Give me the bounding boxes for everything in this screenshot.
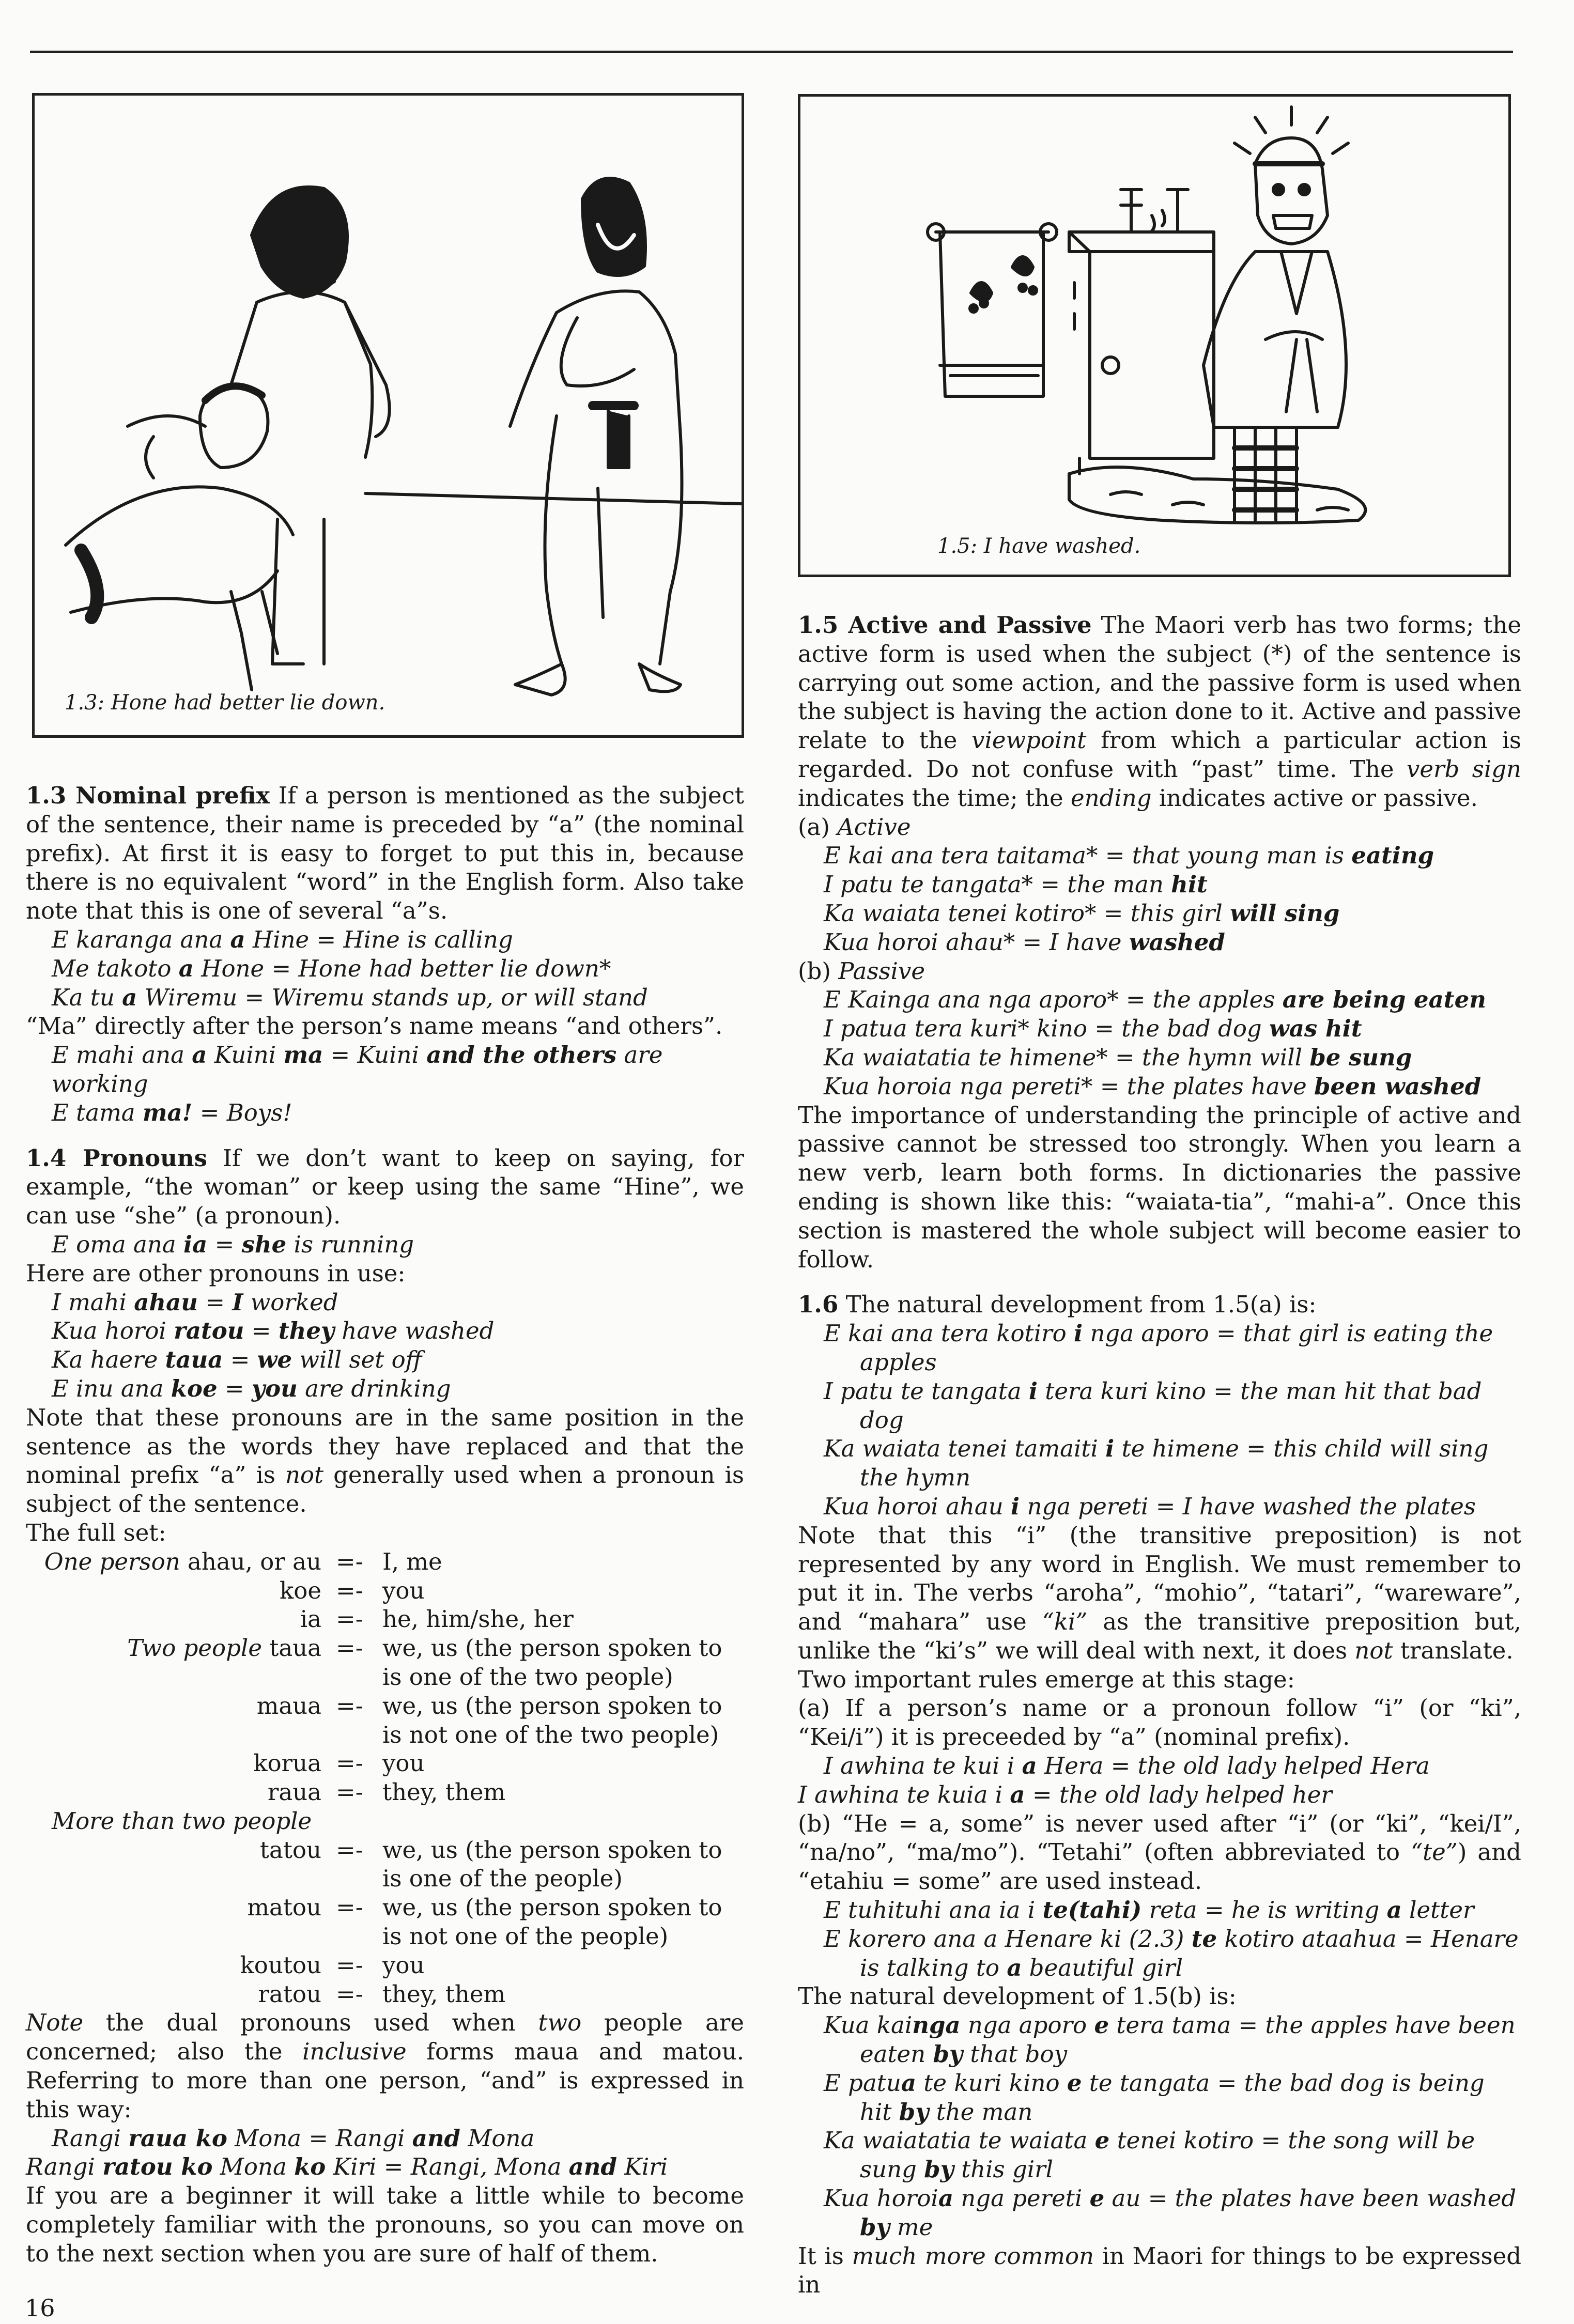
figure-1-3-caption: 1.3: Hone had better lie down. [65,691,385,715]
example-line: I mahi ahau = I worked [52,1288,338,1316]
example-line: I awhina te kui i a Hera = the old lady helped Hera [824,1752,1430,1780]
example-line: E patua te kuri kino e te tangata = the bad dog is being hit by the man [824,2069,1485,2126]
example-line: I patu te tangata i tera kuri kino = the man hit that bad dog [824,1377,1482,1434]
pronoun-table: One person ahau, or au =- I, me koe =- you ia =- he, him/she, her Two people taua =- we, us (the person spoken to is one of the two people) maua =- we, us (the person spoken to is not one of the two people) korua =- you raua =- they, them More than two people tatou =- we, us (the person spoken to is one of the people) matou =- we, us (the person spoken to is not one of the people) koutou =- you ratou =- they, them [26,1547,744,2009]
example-line: I awhina te kuia i a = the old lady helped her [798,1780,1332,1808]
figure-1-3 [32,93,744,738]
example-line: E karanga ana a Hine = Hine is calling [52,925,513,953]
example-line: E korero ana a Henare ki (2.3) te kotiro ataahua = Henare is talking to a beautiful girl [824,1925,1519,1981]
active-label: (a) Active [798,813,911,841]
passive-development-intro: The natural development of 1.5(b) is: [798,1982,1237,2010]
transitive-note: Note that this “i” (the transitive preposition) is not represented by any word in English. We must remember to put it in. The verbs “aroha”, “mohio”, “tatari”, “wareware”, and “mahara” use “ki” as the transitive preposition but, unlike the “ki’s” we will deal with next, it does not translate. [798,1521,1521,1664]
example-line: Ka haere taua = we will set off [52,1346,422,1374]
left-body-text [26,781,744,2268]
rules-intro: Two important rules emerge at this stage: [798,1665,1295,1693]
section-1-4-heading: 1.4 Pronouns [26,1144,207,1172]
example-line: Kua kainga nga aporo e tera tama = the apples have been eaten by that boy [824,2011,1516,2068]
section-1-5: 1.5 Active and Passive The Maori verb has two forms; the active form is used when the subject (*) of the sentence is carrying out some action, and the passive form is used when the subject is having the action done to it. Active and passive relate to the viewpoint from which a particular action is regarded. Do not confuse with “past” time. The verb sign indicates the time; the ending indicates active or passive. [798,611,1521,812]
example-line: E tuhituhi ana ia i te(tahi) reta = he is writing a letter [824,1896,1474,1924]
full-set-label: The full set: [26,1519,166,1546]
rule-a: (a) If a person’s name or a pronoun follow “i” (or “ki”, “Kei/i”) it is preceeded by “a” (nominal prefix). [798,1694,1521,1751]
beginner-note: If you are a beginner it will take a little while to become completely familiar with the pronouns, so you can move on to the next section when you are sure of half of them. [26,2182,744,2267]
example-line: Rangi ratou ko Mona ko Kiri = Rangi, Mona and Kiri [26,2153,668,2181]
section-1-4-text: Here are other pronouns in use: [26,1259,406,1287]
example-line: Kua horoi ratou = they have washed [52,1317,495,1345]
example-line: E Kainga ana nga aporo* = the apples are being eaten [824,986,1486,1014]
example-line: E inu ana koe = you are drinking [52,1374,451,1402]
example-line: Ka tu a Wiremu = Wiremu stands up, or will stand [52,983,648,1011]
figure-1-5 [798,94,1511,577]
right-body-text [798,611,1521,2299]
example-line: Kua horoi ahau* = I have washed [824,928,1225,956]
passive-label: (b) Passive [798,957,925,985]
example-line: Ka waiatatia te himene* = the hymn will be sung [824,1043,1412,1071]
section-1-3-heading: 1.3 Nominal prefix [26,782,270,809]
section-1-3-text: If a person is mentioned as the subject of the sentence, their name is preceded by “a” (the nominal prefix). At first it is easy to forget to put this in, because there is no equivalent “word” in the English form. Also take note that this is one of several “a”s. [26,782,744,925]
section-1-5-importance: The importance of understanding the principle of active and passive cannot be stressed too strongly. When you learn a new verb, learn both forms. In dictionaries the passive ending is shown like this: “waiata-tia”, “mahi-a”. Once this section is mastered the whole subject will become easier to follow. [798,1101,1521,1273]
example-line: Rangi raua ko Mona = Rangi and Mona [52,2124,535,2152]
top-rule [30,51,1513,53]
section-1-6-heading: 1.6 [798,1291,839,1319]
example-line: E kai ana tera kotiro i nga aporo = that girl is eating the apples [824,1320,1493,1376]
page-number: 16 [25,2294,55,2322]
washing-illustration [800,97,1508,575]
figure-1-5-caption: 1.5: I have washed. [937,534,1141,559]
dual-pronoun-note: Note the dual pronouns used when two people are concerned; also the inclusive forms maua and matou. Referring to more than one person, “and” is expressed in this way: [26,2009,745,2123]
pronoun-cell: One person ahau, or au [44,1547,321,1575]
section-1-4-note: Note that these pronouns are in the same position in the sentence as the words they have replaced and that the nominal prefix “a” is not generally used when a pronoun is subject of the sentence. [26,1403,744,1518]
rule-b: (b) “He = a, some” is never used after “i” (or “ki”, “kei/I”, “na/no”, “ma/mo”). “Tetahi” (often abbreviated to “te”) and “etahiu = some” are used instead. [798,1809,1521,1895]
section-1-6: 1.6 The natural development from 1.5(a) is: [798,1291,1317,1319]
example-line: Me takoto a Hone = Hone had better lie down* [52,954,611,982]
example-line: E oma ana ia = she is running [52,1230,414,1258]
judo-throw-illustration [35,96,742,735]
example-line: Ka waiata tenei tamaiti i te himene = this child will sing the hymn [824,1435,1489,1492]
example-line: Ka waiata tenei kotiro* = this girl will sing [824,899,1340,927]
example-line: Ka waiatatia te waiata e tenei kotiro = the song will be sung by this girl [824,2127,1475,2183]
closing-line: It is much more common in Maori for things to be expressed in [798,2242,1522,2299]
section-1-4: 1.4 Pronouns If we don’t want to keep on saying, for example, “the woman” or keep using the same “Hine”, we can use “she” (a pronoun). [26,1144,744,1230]
pronoun-cell: Two people taua [127,1634,321,1662]
example-line: I patua tera kuri* kino = the bad dog was hit [824,1015,1362,1043]
example-line: E tama ma! = Boys! [52,1098,292,1126]
example-line: Kua horoia nga pereti e au = the plates have been washed by me [824,2184,1517,2241]
example-line: Kua horoi ahau i nga pereti = I have washed the plates [824,1492,1476,1520]
example-line: I patu te tangata* = the man hit [824,871,1208,898]
section-1-3 [26,781,744,925]
section-1-3-ma-note: “Ma” directly after the person’s name means “and others”. [26,1012,723,1040]
pronoun-group-label: More than two people [52,1807,312,1835]
section-1-5-heading: 1.5 Active and Passive [798,611,1092,639]
example-line: E mahi ana a Kuini ma = Kuini and the others are working [52,1041,663,1097]
example-line: E kai ana tera taitama* = that young man is eating [824,842,1434,870]
example-line: Kua horoia nga pereti* = the plates have been washed [824,1072,1482,1100]
